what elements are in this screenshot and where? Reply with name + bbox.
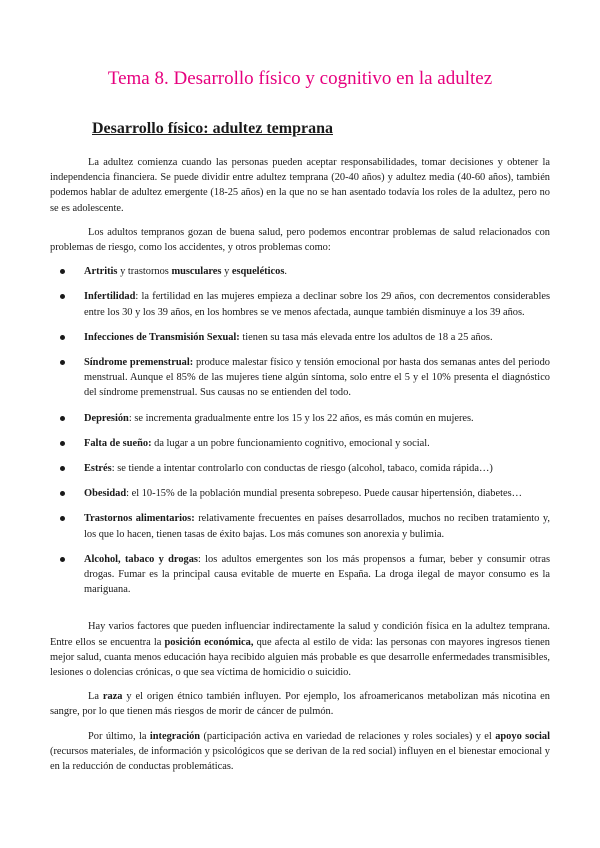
list-text: tienen su tasa más elevada entre los adultos de 18 a 25 años. bbox=[239, 331, 493, 343]
intro-paragraph-2: Los adultos tempranos gozan de buena salud, pero podemos encontrar problemas de salud relacionados con problemas de riesgo, como los accidentes, y otros problemas como: bbox=[50, 226, 550, 254]
bullet-icon bbox=[60, 491, 65, 496]
list-text: . bbox=[284, 266, 287, 278]
bullet-icon bbox=[60, 416, 65, 421]
list-text: : se incrementa gradualmente entre los 15 y los 22 años, es más común en mujeres. bbox=[128, 412, 474, 424]
key-term: posición económica, bbox=[164, 636, 254, 648]
paragraph-text: (recursos materiales, de información y psicológicos que se derivan de la red social) influyen en el bienestar emocional y en la reducción de conductas problemáticas. bbox=[50, 745, 550, 773]
list-term: Síndrome premenstrual: bbox=[84, 357, 194, 369]
list-item bbox=[50, 411, 550, 426]
paragraph-text: Hay varios factores que pueden influenciar indirectamente la salud y condición física en la adultez temprana. Entre ellos se encuentra la bbox=[50, 621, 550, 648]
paragraph-text: Por último, la bbox=[88, 730, 150, 742]
list-term: esqueléticos bbox=[231, 266, 285, 278]
bullet-icon bbox=[60, 441, 65, 446]
list-item bbox=[50, 552, 550, 598]
bullet-icon bbox=[60, 360, 65, 365]
list-text: relativamente frecuentes en países desarrollados, muchos no reciben tratamiento y, los que lo hacen, tienen tasas de éxito bajas. Los más comunes son anorexia y bulimia. bbox=[84, 513, 551, 540]
bullet-icon bbox=[60, 466, 65, 471]
paragraph-text: (participación activa en variedad de relaciones y roles sociales) y el bbox=[200, 730, 496, 742]
list-item bbox=[50, 330, 550, 345]
bullet-icon bbox=[60, 294, 65, 299]
list-term: Estrés bbox=[84, 463, 112, 475]
key-term: raza bbox=[102, 691, 123, 703]
list-item bbox=[50, 355, 550, 401]
list-text: y bbox=[221, 266, 232, 278]
list-text: : el 10-15% de la población mundial presenta sobrepeso. Puede causar hipertensión, diabetes… bbox=[126, 488, 523, 500]
paragraph-text: La bbox=[88, 691, 103, 703]
list-term: Infertilidad bbox=[84, 291, 136, 303]
key-term: apoyo social bbox=[495, 730, 550, 742]
section-heading: Desarrollo físico: adultez temprana bbox=[92, 120, 333, 137]
list-text: : se tiende a intentar controlarlo con conductas de riesgo (alcohol, tabaco, comida rápida…) bbox=[111, 463, 493, 475]
list-term: Trastornos alimentarios: bbox=[84, 513, 195, 525]
page-title: Tema 8. Desarrollo físico y cognitivo en la adultez bbox=[107, 68, 493, 89]
factors-paragraph-3 bbox=[50, 729, 550, 775]
list-term: Depresión bbox=[84, 412, 129, 424]
list-term: Obesidad bbox=[84, 488, 127, 500]
list-text: : la fertilidad en las mujeres empieza a declinar sobre los 29 años, con decrementos considerables entre los 30 y los 39 años, en los hombres se ve menos afectada, aunque también disminuye a los 39 años. bbox=[84, 291, 550, 318]
list-term: Alcohol, tabaco y drogas bbox=[84, 553, 198, 565]
list-term: Infecciones de Transmisión Sexual: bbox=[84, 331, 240, 343]
list-term: Artritis bbox=[84, 266, 118, 278]
document-body bbox=[50, 155, 550, 783]
list-text: : los adultos emergentes son los más propensos a fumar, beber y consumir otras drogas. Fumar es la principal causa evitable de muerte en España. La droga ilegal de mayor consumo es la mariguana. bbox=[84, 553, 550, 596]
list-term: musculares bbox=[171, 266, 222, 278]
factors-paragraph-2 bbox=[50, 689, 550, 719]
list-text: produce malestar físico y tensión emocional por hasta dos semanas antes del periodo menstrual. Aunque el 85% de las mujeres tiene algún síntoma, solo entre el 5 y el 10% presenta el diagnóstico del síndrome premenstrual. Sus causas no se entienden del todo. bbox=[84, 357, 550, 399]
list-item bbox=[50, 461, 550, 476]
list-text: y trastornos bbox=[117, 266, 172, 278]
list-text: da lugar a un pobre funcionamiento cognitivo, emocional y social. bbox=[151, 437, 430, 449]
intro-paragraph-1: La adultez comienza cuando las personas pueden aceptar responsabilidades, tomar decisiones y obtener la independencia financiera. Se puede dividir entre adultez temprana (20-40 años) y adultez media (40-60 años), también podemos hablar de adultez emergente (18-25 años) en la que no se han asentado todavía los roles de la adultez, pero no se es adolescente. bbox=[50, 157, 550, 214]
list-item bbox=[50, 436, 550, 451]
factors-paragraph-1 bbox=[50, 619, 550, 680]
list-item bbox=[50, 486, 550, 501]
key-term: integración bbox=[149, 730, 201, 742]
list-item bbox=[50, 289, 550, 319]
paragraph-text: que afecta al estilo de vida: las personas con mayores ingresos tienen mejor salud, cuanta menos educación haya recibido alguien más probable es que desarrolle enfermedades transmisibles, lesiones o dolencias crónicas, o que sea víctima de homicidio o suicidio. bbox=[50, 636, 550, 679]
list-item bbox=[50, 511, 550, 541]
bullet-icon bbox=[60, 516, 65, 521]
bullet-icon bbox=[60, 557, 65, 562]
bullet-icon bbox=[60, 269, 65, 274]
bullet-icon bbox=[60, 335, 65, 340]
paragraph-text: y el origen étnico también influyen. Por ejemplo, los afroamericanos metabolizan más nicotina en sangre, por lo que tienen más riesgos de morir de cáncer de pulmón. bbox=[50, 691, 550, 718]
list-item bbox=[50, 264, 550, 279]
health-problems-list bbox=[50, 264, 550, 597]
list-term: Falta de sueño: bbox=[84, 437, 152, 449]
